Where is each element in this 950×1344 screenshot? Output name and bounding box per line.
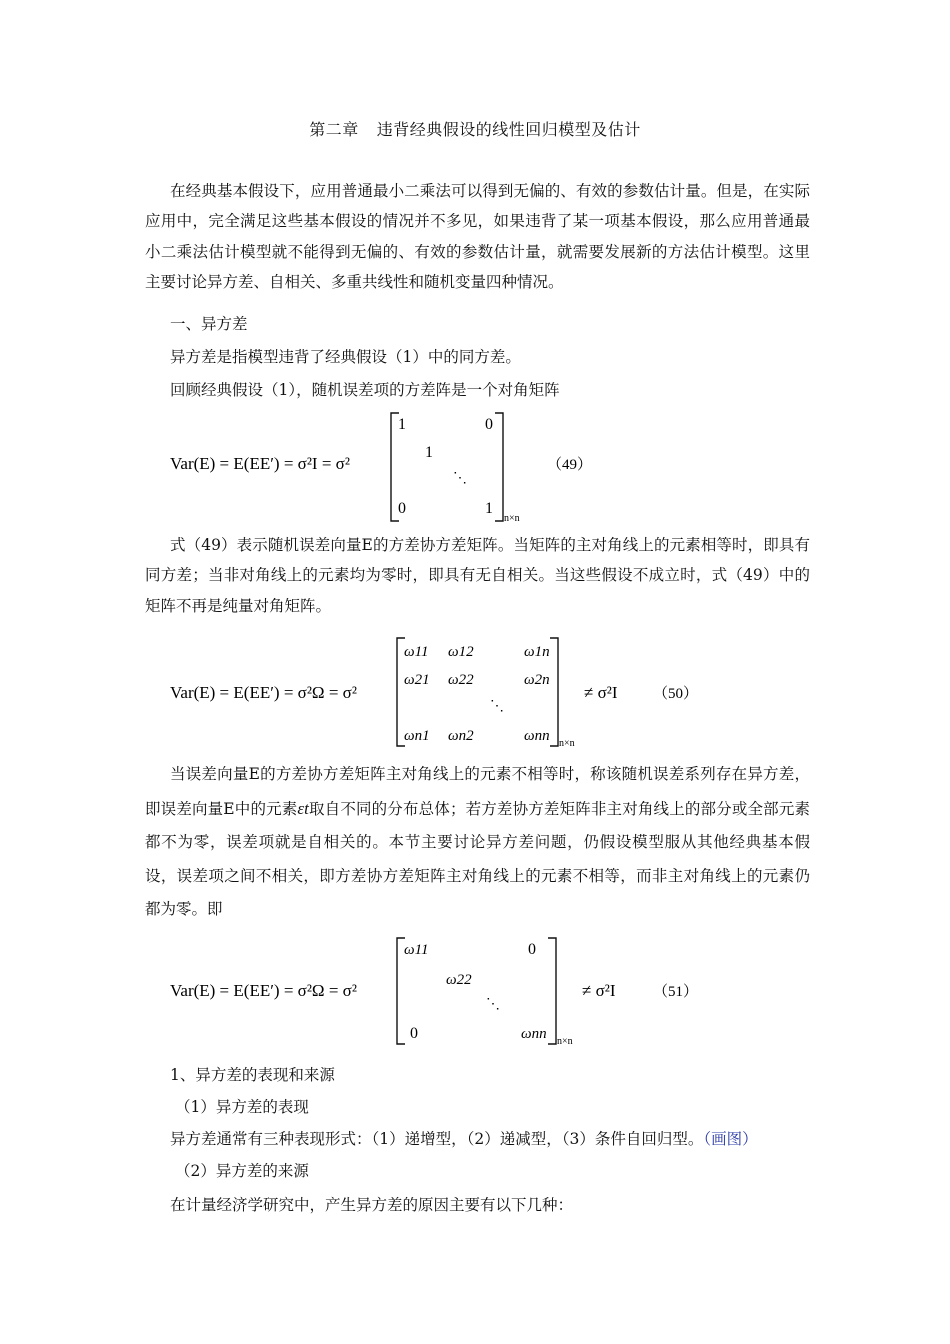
eq49-cell: 1 xyxy=(425,444,433,461)
subsection-item-heading: （1）异方差的表现 xyxy=(175,1098,309,1116)
paragraph-50 xyxy=(145,758,810,927)
eq49-cell: 0 xyxy=(485,416,493,433)
eq50-rhs: ≠ σ²I xyxy=(584,683,618,702)
definition-line: 异方差是指模型违背了经典假设（1）中的同方差。 xyxy=(170,348,521,366)
paragraph-50-part2: 取自不同的分布总体；若方差协方差矩阵非主对角线上的部分或全部元素都不为零，误差项就是自相关的。本节主要讨论异方差问题，仍假设模型服从其他经典基本假设，误差项之间不相关，即方差协方差矩阵主对角线上的元素不相等，而非主对角线上的元素仍都为零。即 xyxy=(145,799,810,918)
paragraph-49: 式（49）表示随机误差向量E的方差协方差矩阵。当矩阵的主对角线上的元素相等时，即具有同方差；当非对角线上的元素均为零时，即具有无自相关。当这些假设不成立时，式（49）中的矩阵不再是纯量对角矩阵。 xyxy=(145,536,810,615)
eq50-lhs: Var(E) = E(EE′) = σ²Ω = σ² xyxy=(170,683,357,702)
eq49-number: （49） xyxy=(547,457,593,473)
eq51-cell: 0 xyxy=(410,1025,418,1042)
sources-line: 在计量经济学研究中，产生异方差的原因主要有以下几种： xyxy=(170,1196,574,1214)
eq50-cell: ωn1 xyxy=(404,728,430,744)
eq50-subscript: n×n xyxy=(559,738,575,749)
eq49-dots: ⋱ xyxy=(453,471,467,486)
subsection-item-heading: （2）异方差的来源 xyxy=(175,1162,309,1180)
eq51-number: （51） xyxy=(653,984,699,1000)
eq50-number: （50） xyxy=(653,686,699,702)
eq51-subscript: n×n xyxy=(557,1036,573,1047)
eq51-lhs: Var(E) = E(EE′) = σ²Ω = σ² xyxy=(170,981,357,1000)
chapter-number: 第二章 xyxy=(309,120,359,139)
paragraph-50-part1: 当误差向量E的方差协方差矩阵主对角线上的元素不相等时，称该随机误差系列存在异方差，即误差向量E中的元素 xyxy=(145,765,810,818)
equation-50 xyxy=(0,632,950,754)
eq50-cell: ω1n xyxy=(524,644,550,660)
equation-49 xyxy=(0,405,950,530)
eq51-dots: ⋱ xyxy=(486,997,500,1012)
eq49-cell: 1 xyxy=(398,416,406,433)
eq49-cell: 0 xyxy=(398,500,406,517)
eq51-cell: ωnn xyxy=(521,1026,547,1042)
section-heading: 一、异方差 xyxy=(170,315,248,333)
eq51-rhs: ≠ σ²I xyxy=(582,981,616,1000)
eq49-lhs: Var(E) = E(EE′) = σ²I = σ² xyxy=(170,454,350,473)
chapter-title xyxy=(0,117,950,140)
intro-paragraph: 在经典基本假设下，应用普通最小二乘法可以得到无偏的、有效的参数估计量。但是，在实际应用中，完全满足这些基本假设的情况并不多见，如果违背了某一项基本假设，那么应用普通最小二乘法估计模型就不能得到无偏的、有效的参数估计量，就需要发展新的方法估计模型。这里主要讨论异方差、自相关、多重共线性和随机变量四种情况。 xyxy=(145,182,810,291)
eq50-cell: ω12 xyxy=(448,644,474,660)
subsection-heading: 1、异方差的表现和来源 xyxy=(170,1066,335,1084)
eq50-cell: ωnn xyxy=(524,728,550,744)
draw-figure-link[interactable]: （画图） xyxy=(703,1130,758,1148)
eq50-cell: ωn2 xyxy=(448,728,474,744)
chapter-name: 违背经典假设的线性回归模型及估计 xyxy=(376,120,641,139)
eq49-cell: 1 xyxy=(485,500,493,517)
eq49-subscript: n×n xyxy=(504,513,520,524)
eq50-cell: ω11 xyxy=(404,644,429,660)
eq51-cell: ω22 xyxy=(446,972,472,988)
review-line: 回顾经典假设（1），随机误差项的方差阵是一个对角矩阵 xyxy=(170,381,560,399)
epsilon-t-symbol: εt xyxy=(297,798,309,818)
eq51-cell: 0 xyxy=(528,941,536,958)
eq50-dots: ⋱ xyxy=(490,699,504,714)
eq50-cell: ω22 xyxy=(448,672,474,688)
eq50-cell: ω2n xyxy=(524,672,550,688)
eq51-cell: ω11 xyxy=(404,942,429,958)
forms-line xyxy=(170,1127,758,1149)
forms-text: 异方差通常有三种表现形式：（1）递增型，（2）递减型，（3）条件自回归型。 xyxy=(170,1130,704,1148)
eq50-cell: ω21 xyxy=(404,672,430,688)
equation-51 xyxy=(0,932,950,1050)
